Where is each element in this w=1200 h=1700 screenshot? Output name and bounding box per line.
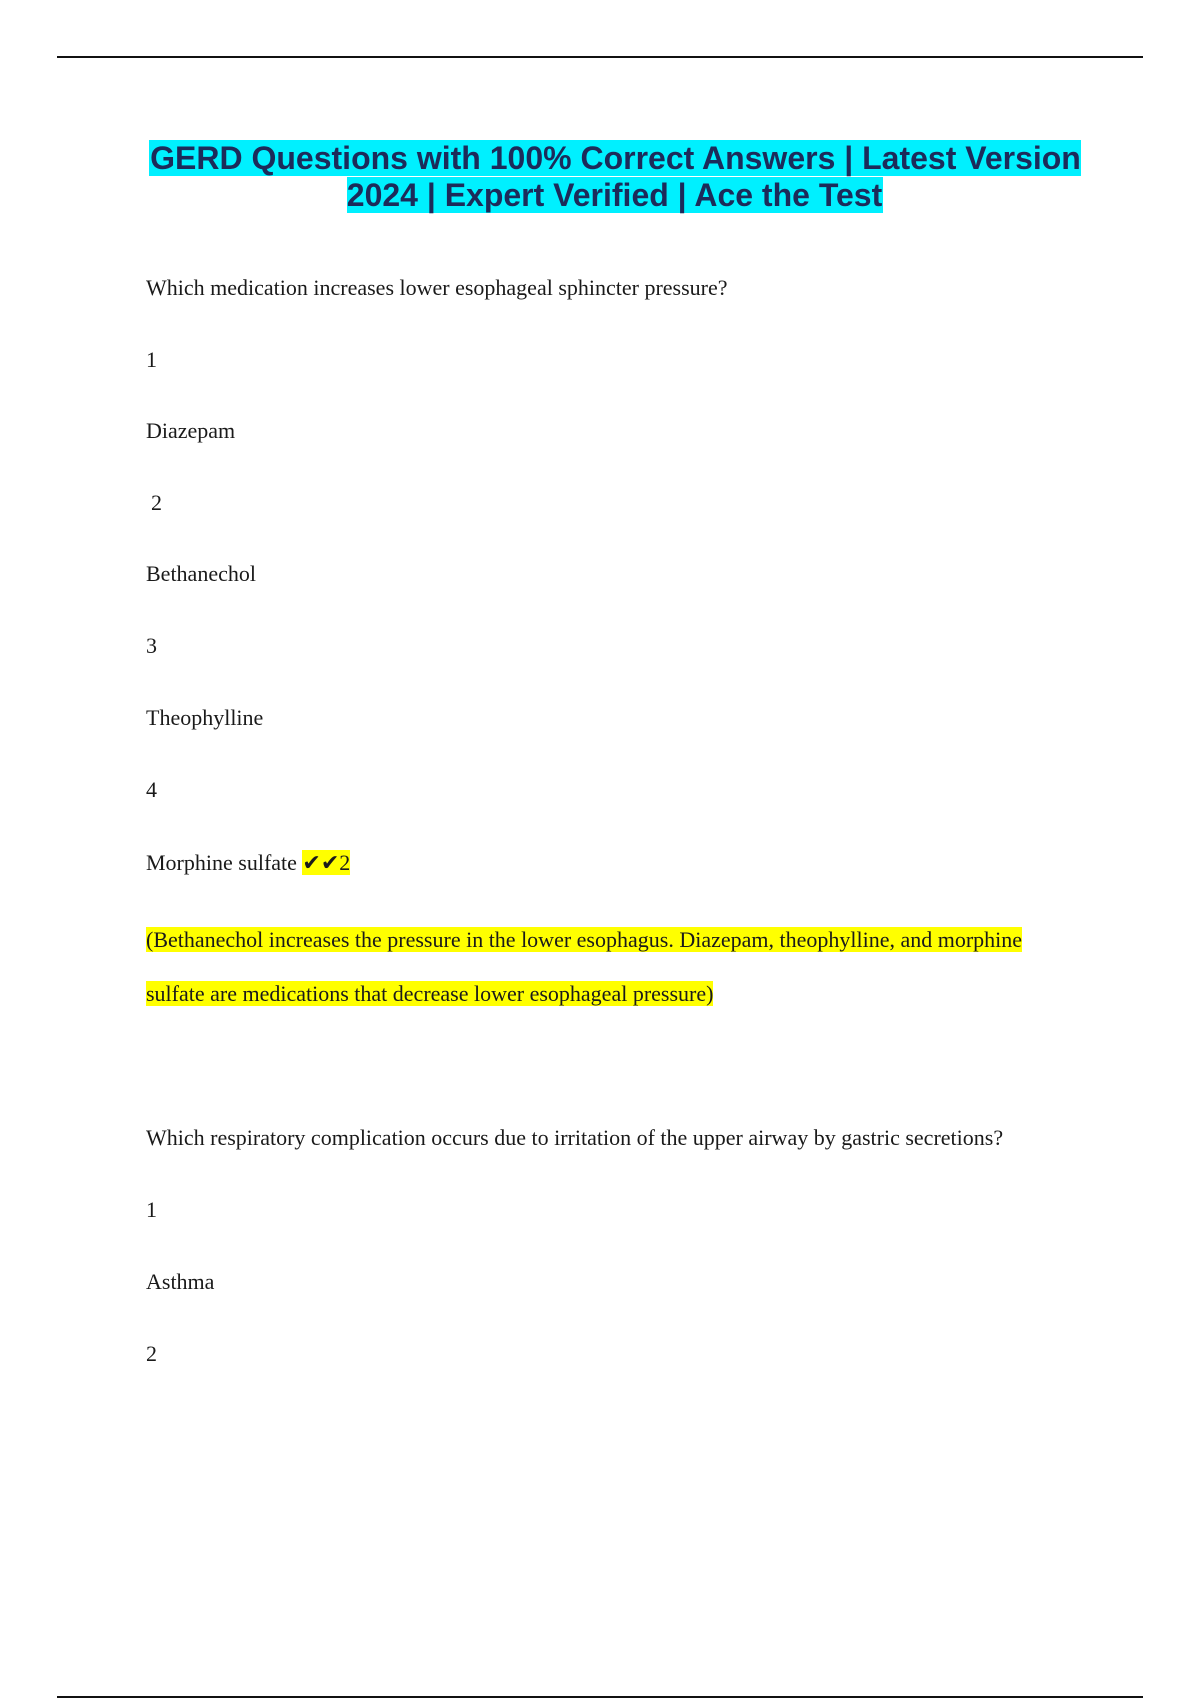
document-title [140,140,1090,214]
top-rule [57,56,1143,58]
question-1-prompt: Which medication increases lower esophageal sphincter pressure? [146,275,728,300]
question-1-option-4-text: Morphine sulfate [146,850,297,875]
question-2-option-1-number: 1 [146,1197,157,1222]
answer-check-mark: ✔✔2 [302,850,351,875]
question-1-option-4-number: 4 [146,777,157,802]
document-title-text: GERD Questions with 100% Correct Answers | Latest Version 2024 | Expert Verified | Ace the Test [150,140,1081,213]
question-1-option-1-text: Diazepam [146,418,236,443]
question-1-option-2-number: 2 [151,490,162,515]
question-2-prompt: Which respiratory complication occurs due to irritation of the upper airway by gastric secretions? [146,1125,1004,1150]
question-1-explanation-text: (Bethanechol increases the pressure in the lower esophagus. Diazepam, theophylline, and morphine sulfate are medications that decrease lower esophageal pressure) [146,927,1023,1006]
question-2-option-2-number: 2 [146,1341,157,1366]
question-1-explanation [146,913,1046,1021]
bottom-rule [57,1696,1143,1698]
question-1-option-3-text: Theophylline [146,705,264,730]
question-2-option-1-text: Asthma [146,1269,215,1294]
question-1-option-2-text: Bethanechol [146,561,256,586]
question-1-option-1-number: 1 [146,347,157,372]
question-1-option-3-number: 3 [146,633,157,658]
question-1-option-4-row [146,849,350,877]
